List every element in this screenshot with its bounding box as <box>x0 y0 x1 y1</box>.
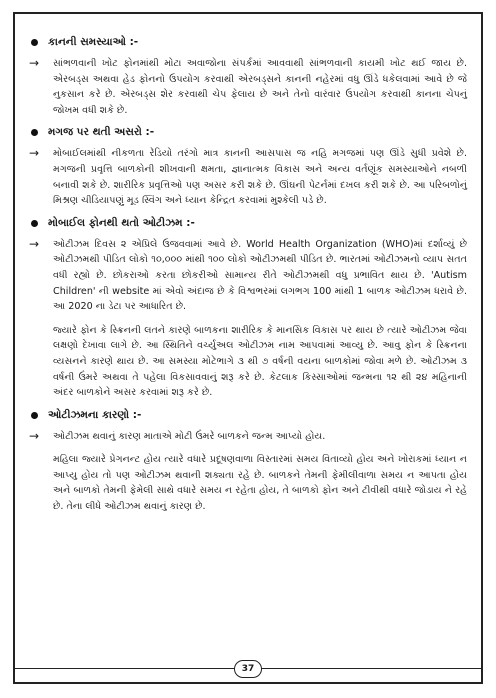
right-arrow-icon: → <box>29 236 40 251</box>
page-border <box>13 12 483 684</box>
bullet-icon <box>31 39 38 46</box>
paragraph-text: ઓટીઝમ થવાનું કારણ માતાએ મોટી ઉંમરે બાળકને જન્મ આપ્યો હોય. <box>53 430 326 442</box>
section-heading-text: ઓટીઝમના કારણો :- <box>48 408 142 421</box>
section-heading <box>29 409 467 422</box>
section-heading <box>29 36 467 49</box>
bullet-icon <box>31 412 38 419</box>
page-number: 37 <box>234 660 262 678</box>
bullet-icon <box>31 129 38 136</box>
paragraph-text: મોબાઈલમાંથી નીકળતા રેડિયો તરંગો માત્ર કાનની આસપાસ જ નહિ મગજમાં પણ ઊંડે સુધી પ્રવેશે છે. મગજની પ્રવૃત્તિ બાળકોની શીખવાની ક્ષમતા, જ્ઞાનાત્મક વિકાસ અને અન્ય વર્તણૂંક સમસ્યાઓને નબળી બનાવી શકે છે. શારીરિક પ્રવૃત્તિઓ પણ અસર કરી શકે છે. ઊંઘની પેટર્નમાં દખલ કરી શકે છે. આ પરિબળોનું મિશ્રણ ચીડિયાપણું મૂડ સ્વિંગ અને ધ્યાન કેન્દ્રિત કરવામાં મુશ્કેલી પડે છે. <box>53 148 467 207</box>
paragraph <box>29 146 467 208</box>
right-arrow-icon: → <box>29 146 40 161</box>
document-body <box>29 36 467 523</box>
paragraph <box>29 56 467 118</box>
section-heading <box>29 217 467 230</box>
section-heading-text: મગજ પર થતી અસરો :- <box>48 126 155 139</box>
section-heading <box>29 126 467 139</box>
paragraph <box>29 237 467 315</box>
paragraph <box>29 452 467 514</box>
paragraph-text: સાંભળવાની ખોટ ફોનમાંથી મોટા અવાજોના સંપર્કમાં આવવાથી સાંભળવાની કાયમી ખોટ થઈ જાય છે. એરબડ્સ અથવા હેડ ફોનનો ઉપયોગ કરવાથી એરબડ્સને કાનની નહેરમાં વધુ ઊંડે ધકેલવામાં આવે છે જે નુકસાન કરે છે. એરબડ્સ શેર કરવાથી ચેપ ફેલાય છે અને તેનો વારંવાર ઉપયોગ કરવાથી કાનના ચેપનું જોખમ વધી શકે છે. <box>53 58 467 116</box>
section-heading-text: કાનની સમસ્યાઓ :- <box>48 36 139 48</box>
paragraph <box>29 429 467 445</box>
page-footer <box>15 660 481 678</box>
paragraph-text: ઓટીઝમ દિવસ ૨ એપ્રિલે ઉજવવામાં આવે છે. World Health Organization (WHO)માં દર્શાવ્યું છે ઓટીઝમથી પીડિત લોકો ૧૦,૦૦૦ માંથી ૧૦૦ લોકો ઓટીઝમથી પીડિત છે. ભારતમાં ઓટીઝમનો વ્યાપ સતત વધી રહ્યો છે. છોકરાઓ કરતા છોકરીઓ સામાન્ય રીતે ઓટીઝમથી વધુ પ્રભાવિત થાય છે. 'Autism Children' ની website માં એવો અંદાજ છે કે વિશ્વભરમાં લગભગ 100 માંથી 1 બાળક ઓટીઝમ ધરાવે છે. આ 2020 ના ડેટા પર આધારિત છે. <box>53 238 467 313</box>
paragraph <box>29 323 467 401</box>
bullet-icon <box>31 220 38 227</box>
paragraph-text: મહિલા જ્યારે પ્રેગનન્ટ હોય ત્યારે વધારે પ્રદૂષણવાળા વિસ્તારમાં સમય વિતાવ્યો હોય અને ખોરાકમાં ધ્યાન ન આપ્યુ હોય તો પણ ઓટીઝમ થવાની શક્યતા રહે છે. બાળકને તેમની ફેમીલીવાળા સમય ન આપતા હોય અને બાળકો તેમની ફેમેલી સાથે વધારે સમય ન રહેતા હોય, તે બાળકો ફોન અને ટીવીથી વધારે જોડાય ને રહે છે. તેના લીધે ઓટીઝમ થવાનું કારણ છે. <box>53 454 467 513</box>
right-arrow-icon: → <box>29 428 40 443</box>
paragraph-text: જ્યારે ફોન કે સ્ક્રિનની લતને કારણે બાળકના શારીરિક કે માનસિક વિકાસ પર થાય છે ત્યારે ઓટીઝમ જેવા લક્ષણો દેખાવા લાગે છે. આ સ્થિતિને વર્ચ્યુઅલ ઓટીઝમ નામ આપવામાં આવ્યુ છે. આવુ ફોન કે સ્ક્રિનના વ્યસનને કારણે થાય છે. આ સમસ્યા મોટેભાગે ૩ થી ૭ વર્ષની વયના બાળકોમાં જોવા મળે છે. ઓટીઝમ ૩ વર્ષની ઉંમરે અથવા તે પહેલા વિકસાવવાનું શરૂ કરે છે. કેટલાક કિસ્સાઓમાં જન્મના ૧૨ થી ૨૪ મહિનાની અંદર બાળકોને અસર કરવામાં શરૂ કરે છે. <box>53 324 467 399</box>
section-heading-text: મોબાઈલ ફોનથી થતો ઓટીઝમ :- <box>48 216 195 229</box>
right-arrow-icon: → <box>29 56 40 70</box>
